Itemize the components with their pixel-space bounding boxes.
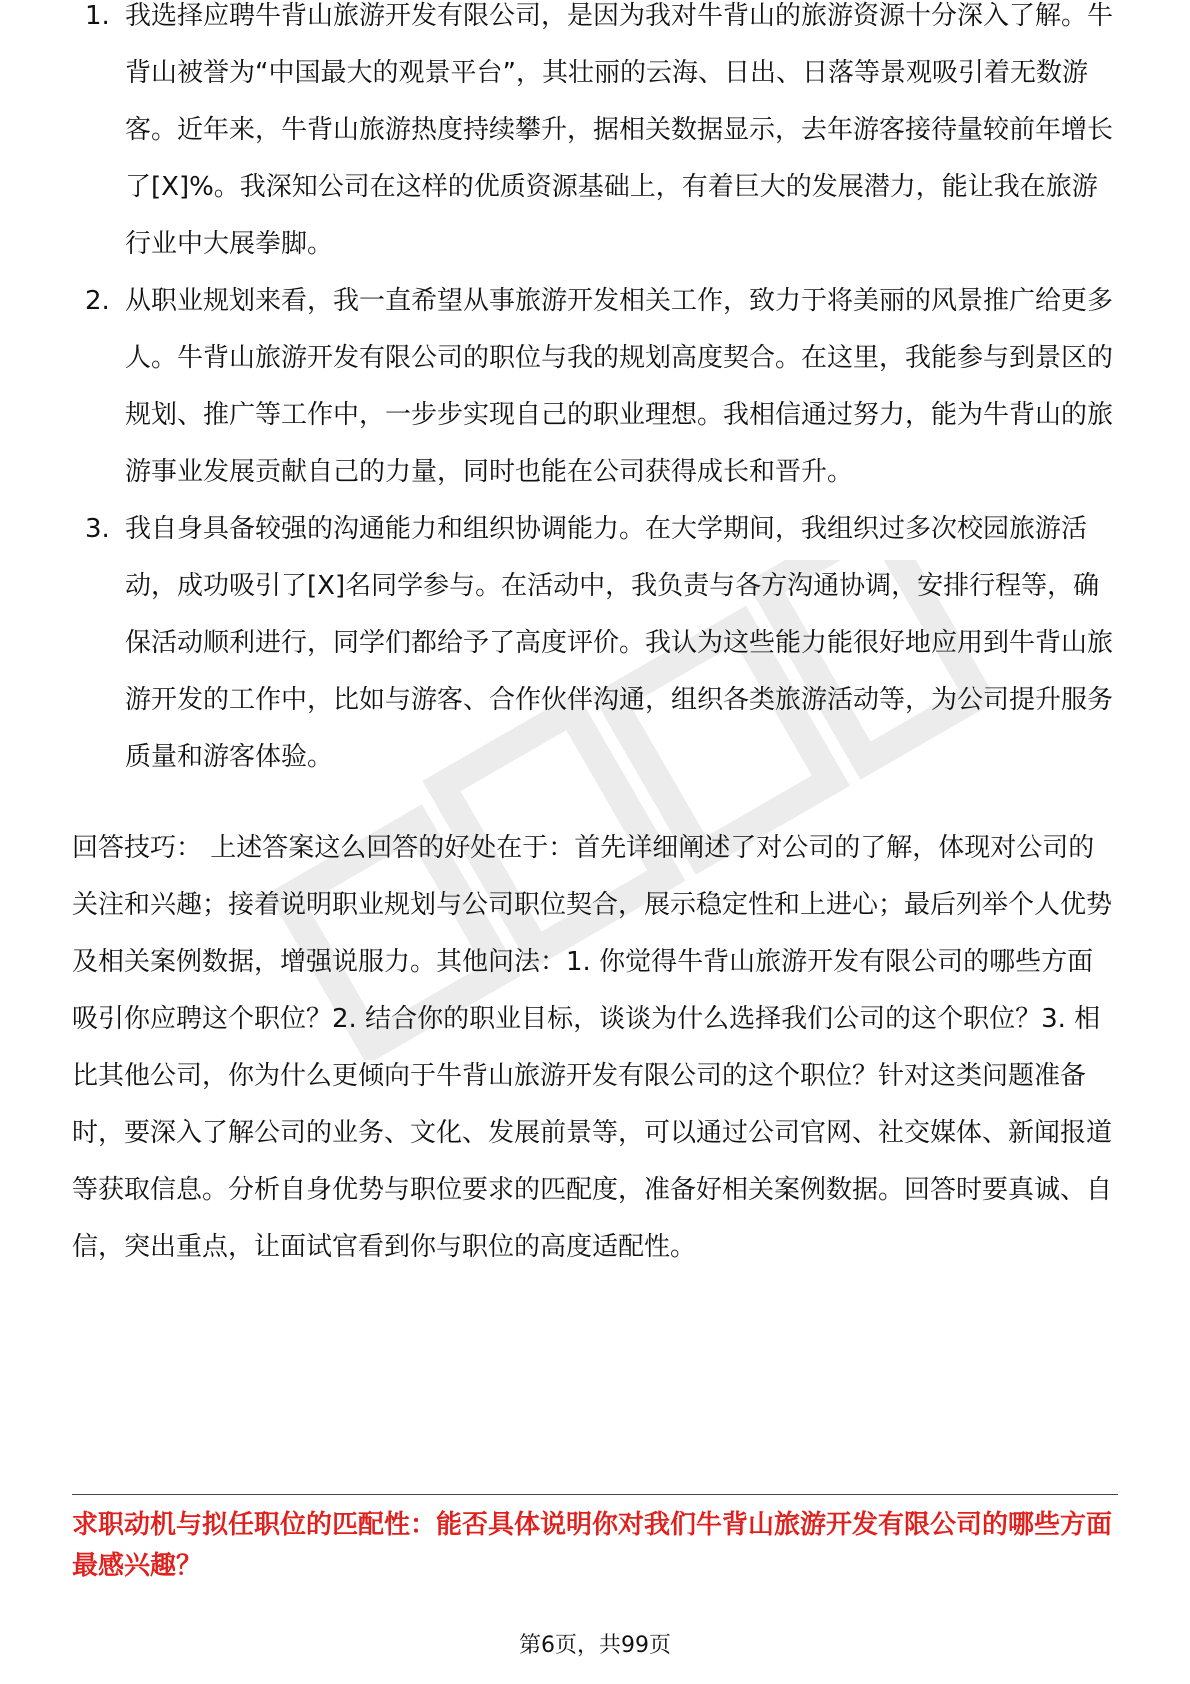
list-item-number: 3. xyxy=(85,514,110,544)
answer-tips: 回答技巧： 上述答案这么回答的好处在于：首先详细阐述了对公司的了解，体现对公司的关注和兴趣；接着说明职业规划与公司职位契合，展示稳定性和上进心；最后列举个人优势及相关案例数据，增强说服力。其他问法：1. 你觉得牛背山旅游开发有限公司的哪些方面吸引你应聘这个职位？2. 结合你的职业目标，谈谈为什么选择我们公司的这个职位？3. 相比其他公司，你为什么更倾向于牛背山旅游开发有限公司的这个职位？针对这类问题准备时，要深入了解公司的业务、文化、发展前景等，可以通过公司官网、社交媒体、新闻报道等获取信息。分析自身优势与职位要求的匹配度，准备好相关案例数据。回答时要真诚、自信，突出重点，让面试官看到你与职位的高度适配性。 xyxy=(72,833,1113,1262)
answer-content xyxy=(72,1,1118,1302)
list-item-text: 从职业规划来看，我一直希望从事旅游开发相关工作，致力于将美丽的风景推广给更多人。牛背山旅游开发有限公司的职位与我的规划高度契合。在这里，我能参与到景区的规划、推广等工作中，一步步实现自己的职业理想。我相信通过努力，能为牛背山的旅游事业发展贡献自己的力量，同时也能在公司获得成长和晋升。 xyxy=(125,286,1114,487)
list-item-text: 我选择应聘牛背山旅游开发有限公司，是因为我对牛背山的旅游资源十分深入了解。牛背山被誉为“中国最大的观景平台”，其壮丽的云海、日出、日落等景观吸引着无数游客。近年来，牛背山旅游热度持续攀升，据相关数据显示，去年游客接待量较前年增长了[X]%。我深知公司在这样的优质资源基础上，有着巨大的发展潜力，能让我在旅游行业中大展拳脚。 xyxy=(125,1,1114,259)
list-item xyxy=(72,0,1118,273)
page-footer: 第6页，共99页 xyxy=(519,1633,671,1658)
next-question-heading: 求职动机与拟任职位的匹配性：能否具体说明你对我们牛背山旅游开发有限公司的哪些方面最感兴趣？ xyxy=(72,1510,1113,1581)
list-item-number: 1. xyxy=(85,1,110,31)
section-divider xyxy=(72,1494,1118,1495)
list-item xyxy=(72,501,1118,786)
list-item-number: 2. xyxy=(85,286,110,316)
list-item-text: 我自身具备较强的沟通能力和组织协调能力。在大学期间，我组织过多次校园旅游活动，成功吸引了[X]名同学参与。在活动中，我负责与各方沟通协调，安排行程等，确保活动顺利进行，同学们都给予了高度评价。我认为这些能力能很好地应用到牛背山旅游开发的工作中，比如与游客、合作伙伴沟通，组织各类旅游活动等，为公司提升服务质量和游客体验。 xyxy=(125,514,1114,772)
list-item xyxy=(72,273,1118,501)
answer-list xyxy=(72,0,1118,786)
